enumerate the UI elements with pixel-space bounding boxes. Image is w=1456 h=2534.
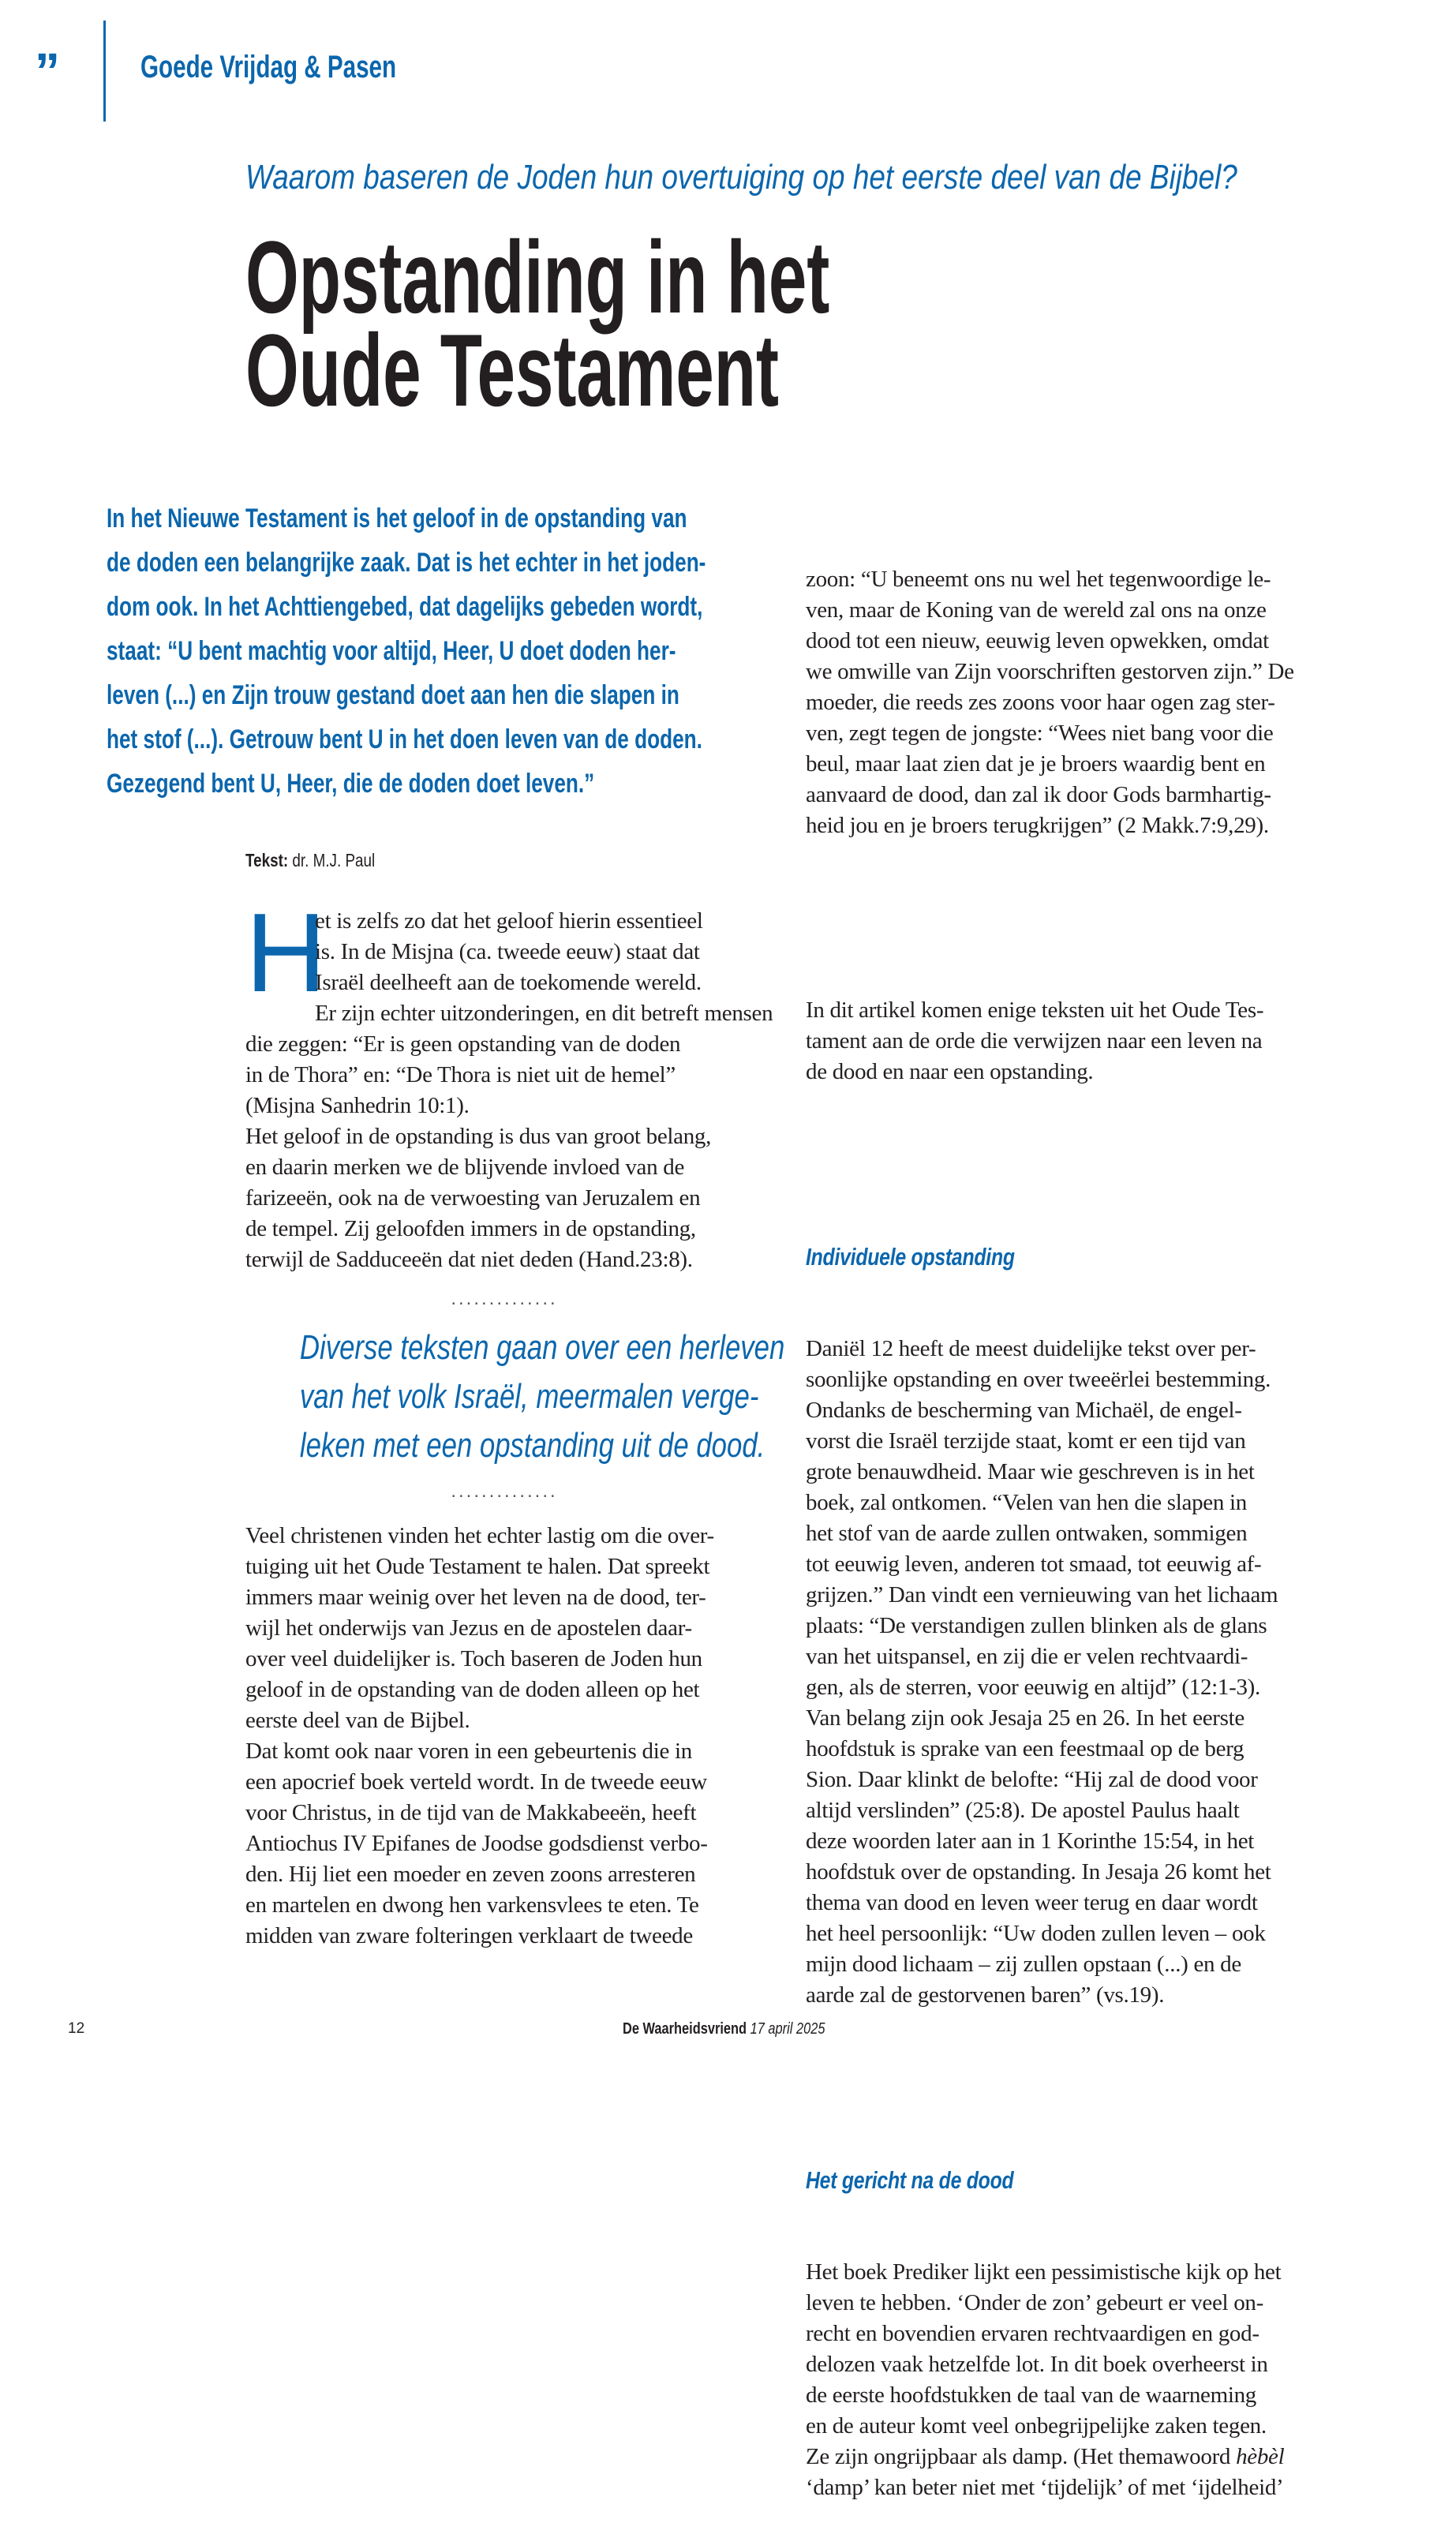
byline-label: Tekst: xyxy=(245,850,289,870)
pull-quote-text: Diverse teksten gaan over een herleven van het volk Israël, meermalen verge- leken met een opstanding uit de dood. xyxy=(299,1328,785,1465)
paragraph-text: et is zelfs zo dat het geloof hierin essentieel is. In de Misjna (ca. tweede eeuw) staat dat Israël deelheeft aan de toekomende wereld. Er zijn echter uitzonderingen, en dit betreft mensen die zeggen: “Er is geen opstanding van de doden in de Thora” en: “De Thora is niet uit de hemel” (Misjna Sanhedrin 10:1). Het geloof in de opstanding is dus van groot belang, en daarin merken we de blijvende invloed van de farizeeën, ook na de verwoesting van Jeruzalem en de tempel. Zij geloofden immers in de opstanding, terwijl de Sadduceeën dat niet deden (Hand.23:8). xyxy=(245,908,773,1272)
subheading-text: Individuele opstanding xyxy=(806,1243,1015,1271)
byline xyxy=(245,849,403,871)
header-divider xyxy=(103,21,106,122)
subheading-gericht-na-de-dood xyxy=(806,2165,1334,2195)
title-line-1: Opstanding in het xyxy=(245,219,830,335)
lead-paragraph xyxy=(107,496,817,806)
body-paragraph-intro xyxy=(245,890,773,1275)
body-paragraph xyxy=(806,2257,1334,2503)
body-paragraph: Daniël 12 heeft de meest duidelijke tekst over per- soonlijke opstanding en over tweeërlei bestemming. Ondanks de bescherming van Michaël, de engel- vorst die Israël terzijde staat, komt er een tijd van grote benauwdheid. Maar wie geschreven is in het boek, zal ontkomen. “Velen van hen die slapen in het stof van de aarde zullen ontwaken, sommigen tot eeuwig leven, anderen tot smaad, tot eeuwig af- grijzen.” Dan vindt een vernieuwing van het lichaam plaats: “De verstandigen zullen blinken als de glans van het uitspansel, en zij die er velen rechtvaardi- gen, als de sterren, voor eeuwig en altijd” (12:1-3). Van belang zijn ook Jesaja 25 en 26. In het eerste hoofdstuk is sprake van een feestmaal op de berg Sion. Daar klinkt de belofte: “Hij zal de dood voor altijd verslinden” (25:8). De apostel Paulus haalt deze woorden later aan in 1 Korinthe 15:54, in het hoofdstuk over de opstanding. In Jesaja 26 komt het thema van dood en leven weer terug en daar wordt het heel persoonlijk: “Uw doden zullen leven – ook mijn dood lichaam – zij zullen opstaan (...) en de aarde zal de gestorvenen baren” (vs.19). xyxy=(806,1336,1278,2008)
article-subtitle-text: Waarom baseren de Joden hun overtuiging op het eerste deel van de Bijbel? xyxy=(245,158,1237,197)
subheading-text: Het gericht na de dood xyxy=(806,2166,1014,2194)
body-paragraph: zoon: “U beneemt ons nu wel het tegenwoordige le- ven, maar de Koning van de wereld zal ons na onze dood tot een nieuw, eeuwig leven opwekken, omdat we omwille van Zijn voorschriften gestorven zijn.” De moeder, die reeds zes zoons voor haar ogen zag ster- ven, zegt tegen de jongste: “Wees niet bang voor die beul, maar laat zien dat je je broers waardig bent en aanvaard de dood, dan zal ik door Gods barmhartig- heid jou en je broers terugkrijgen” (2 Makk.7:9,29). xyxy=(806,567,1294,838)
magazine-name: De Waarheidsvriend xyxy=(623,2020,747,2038)
section-label xyxy=(140,49,486,85)
pullquote-divider-top: .............. xyxy=(451,1288,558,1309)
title-line-2: Oude Testament xyxy=(245,313,779,428)
paragraph-text: Het boek Prediker lijkt een pessimistische kijk op het leven te hebben. ‘Onder de zon’ gebeurt er veel on- recht en bovendien ervaren rechtvaardigen en god- delozen vaak hetzelfde lot. In dit boek overheerst in de eerste hoofdstukken de taal van de waarneming en de auteur komt veel onbegrijpelijke zaken tegen. Ze zijn ongrijpbaar als damp. (Het themawoord xyxy=(806,2259,1282,2469)
quote-icon: ” xyxy=(35,43,60,99)
article-subtitle xyxy=(245,156,1426,199)
byline-author: dr. M.J. Paul xyxy=(292,850,376,870)
body-paragraph: In dit artikel komen enige teksten uit het Oude Tes- tament aan de orde die verwijzen naar een leven na de dood en naar een opstanding. xyxy=(806,998,1264,1084)
subheading-individuele-opstanding xyxy=(806,1241,1334,1272)
hebrew-term: hèbèl xyxy=(1236,2444,1285,2469)
issue-date: 17 april 2025 xyxy=(750,2020,825,2038)
drop-cap: H xyxy=(245,890,327,1016)
pullquote-divider-bottom: .............. xyxy=(451,1480,558,1502)
page-number: 12 xyxy=(68,2020,85,2037)
body-paragraph: Veel christenen vinden het echter lastig om die over- tuiging uit het Oude Testament te halen. Dat spreekt immers maar weinig over het leven na de dood, ter- wijl het onderwijs van Jezus en de apostelen daar- over veel duidelijker is. Toch baseren de Joden hun geloof in de opstanding van de doden alleen op het eerste deel van de Bijbel. Dat komt ook naar voren in een gebeurtenis die in een apocrief boek verteld wordt. In de tweede eeuw voor Christus, in de tijd van de Makkabeeën, heeft Antiochus IV Epifanes de Joodse godsdienst verbo- den. Hij liet een moeder en zeven zoons arresteren en martelen en dwong hen varkensvlees te eten. Te midden van zware folteringen verklaart de tweede xyxy=(245,1523,714,1948)
page-title xyxy=(245,219,1117,428)
section-label-text: Goede Vrijdag & Pasen xyxy=(140,50,397,84)
right-column xyxy=(806,503,1334,2534)
footer-publication xyxy=(623,2020,870,2038)
lead-text: In het Nieuwe Testament is het geloof in de opstanding van de doden een belangrijke zaak. Dat is het echter in het joden- dom ook. In het Achttiengebed, dat dagelijks gebeden wordt, staat: “U bent machtig voor altijd, Heer, U doet doden her- leven (...) en Zijn trouw gestand doet aan hen die slapen in het stof (...). Getrouw bent U in het doen leven van de doden. Gezegend bent U, Heer, die de doden doet leven.” xyxy=(107,503,706,799)
pull-quote xyxy=(245,1323,785,1470)
paragraph-text: ‘damp’ kan beter niet met ‘tijdelijk’ of met ‘ijdelheid’ xyxy=(806,2475,1284,2500)
